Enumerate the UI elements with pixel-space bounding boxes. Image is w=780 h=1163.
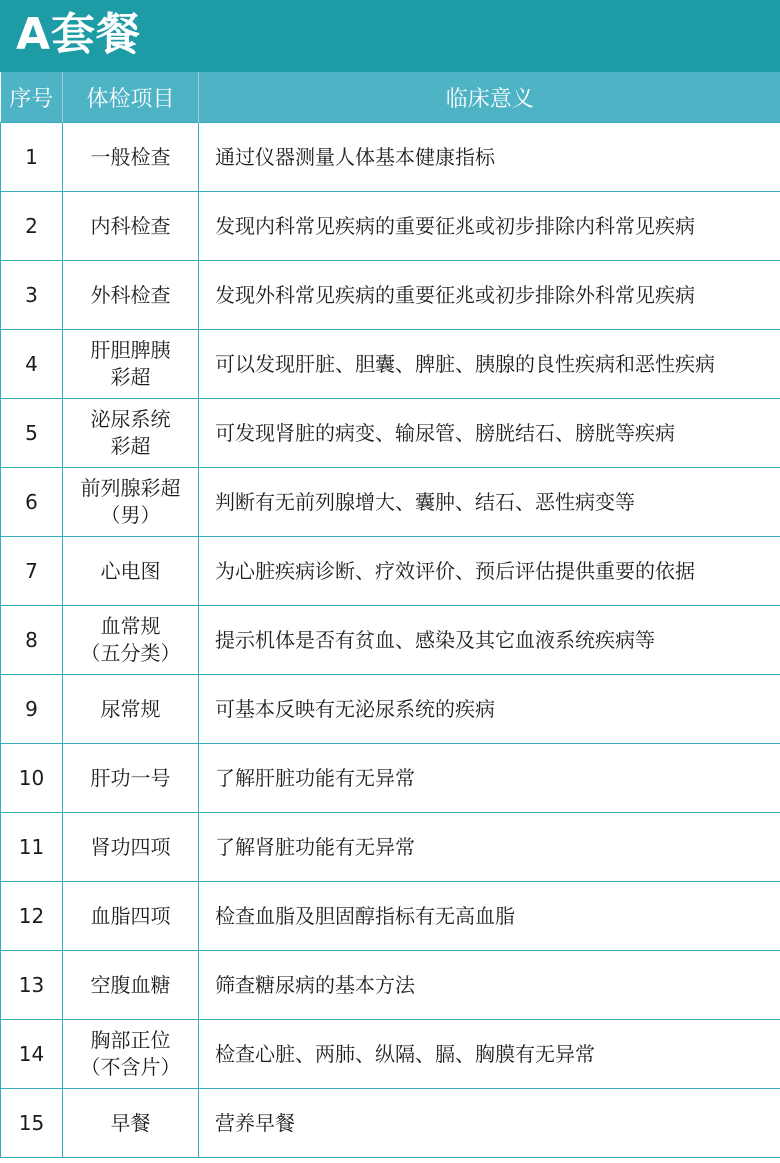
exam-item-cell bbox=[63, 399, 199, 468]
exam-item-name: 外科检查 bbox=[90, 282, 171, 307]
header-item: 体检项目 bbox=[63, 72, 199, 123]
clinical-meaning: 为心脏疾病诊断、疗效评价、预后评估提供重要的依据 bbox=[199, 537, 780, 606]
table-row bbox=[1, 744, 780, 813]
exam-item-name: 血常规 bbox=[100, 614, 161, 638]
clinical-meaning: 通过仪器测量人体基本健康指标 bbox=[199, 123, 780, 192]
clinical-meaning: 提示机体是否有贫血、感染及其它血液系统疾病等 bbox=[199, 606, 780, 675]
clinical-meaning: 可发现肾脏的病变、输尿管、膀胱结石、膀胱等疾病 bbox=[199, 399, 780, 468]
clinical-meaning: 了解肾脏功能有无异常 bbox=[199, 813, 780, 882]
exam-item-name: 肾功四项 bbox=[90, 834, 171, 859]
table-row bbox=[1, 675, 780, 744]
clinical-meaning: 筛查糖尿病的基本方法 bbox=[199, 951, 780, 1020]
row-number: 3 bbox=[1, 261, 63, 330]
exam-item-cell bbox=[63, 123, 199, 192]
table-row bbox=[1, 882, 780, 951]
row-number: 9 bbox=[1, 675, 63, 744]
row-number: 8 bbox=[1, 606, 63, 675]
table-row bbox=[1, 468, 780, 537]
exam-item-cell bbox=[63, 951, 199, 1020]
clinical-meaning: 了解肝脏功能有无异常 bbox=[199, 744, 780, 813]
exam-item-subname: （男） bbox=[100, 503, 161, 527]
exam-item-name: 空腹血糖 bbox=[90, 972, 171, 997]
table-row bbox=[1, 261, 780, 330]
exam-item-name: 心电图 bbox=[100, 558, 161, 583]
exam-item-cell bbox=[63, 468, 199, 537]
header-no: 序号 bbox=[1, 72, 63, 123]
exam-item-cell bbox=[63, 330, 199, 399]
table-row bbox=[1, 192, 780, 261]
exam-item-name: 肝功一号 bbox=[90, 765, 171, 790]
row-number: 13 bbox=[1, 951, 63, 1020]
exam-item-name: 尿常规 bbox=[100, 696, 161, 721]
table-row bbox=[1, 537, 780, 606]
exam-item-name: 肝胆脾胰 bbox=[90, 338, 171, 362]
table-row bbox=[1, 1089, 780, 1158]
exam-item-cell bbox=[63, 537, 199, 606]
exam-item-subname: 彩超 bbox=[110, 365, 151, 389]
exam-item-name: 泌尿系统 bbox=[90, 407, 171, 431]
row-number: 11 bbox=[1, 813, 63, 882]
table-row bbox=[1, 1020, 780, 1089]
exam-item-name: 前列腺彩超 bbox=[80, 476, 181, 500]
exam-item-subname: （五分类） bbox=[80, 641, 181, 665]
clinical-meaning: 发现外科常见疾病的重要征兆或初步排除外科常见疾病 bbox=[199, 261, 780, 330]
clinical-meaning: 营养早餐 bbox=[199, 1089, 780, 1158]
header-desc: 临床意义 bbox=[199, 72, 780, 123]
table-body bbox=[1, 123, 780, 1158]
exam-item-subname: （不含片） bbox=[80, 1055, 181, 1079]
package-title: A套餐 bbox=[16, 9, 142, 60]
exam-item-cell bbox=[63, 192, 199, 261]
title-bar bbox=[0, 0, 780, 72]
exam-item-cell bbox=[63, 675, 199, 744]
row-number: 14 bbox=[1, 1020, 63, 1089]
row-number: 5 bbox=[1, 399, 63, 468]
table-header-row bbox=[1, 72, 780, 123]
clinical-meaning: 检查血脂及胆固醇指标有无高血脂 bbox=[199, 882, 780, 951]
row-number: 7 bbox=[1, 537, 63, 606]
table-row bbox=[1, 951, 780, 1020]
clinical-meaning: 可以发现肝脏、胆囊、脾脏、胰腺的良性疾病和恶性疾病 bbox=[199, 330, 780, 399]
row-number: 15 bbox=[1, 1089, 63, 1158]
exam-item-name: 胸部正位 bbox=[90, 1028, 171, 1052]
exam-item-name: 一般检查 bbox=[90, 144, 171, 169]
table-row bbox=[1, 399, 780, 468]
clinical-meaning: 判断有无前列腺增大、囊肿、结石、恶性病变等 bbox=[199, 468, 780, 537]
clinical-meaning: 检查心脏、两肺、纵隔、膈、胸膜有无异常 bbox=[199, 1020, 780, 1089]
row-number: 1 bbox=[1, 123, 63, 192]
row-number: 6 bbox=[1, 468, 63, 537]
exam-item-subname: 彩超 bbox=[110, 434, 151, 458]
clinical-meaning: 发现内科常见疾病的重要征兆或初步排除内科常见疾病 bbox=[199, 192, 780, 261]
table-row bbox=[1, 330, 780, 399]
exam-item-name: 内科检查 bbox=[90, 213, 171, 238]
table-row bbox=[1, 606, 780, 675]
exam-table bbox=[0, 72, 780, 1158]
exam-item-cell bbox=[63, 261, 199, 330]
exam-item-cell bbox=[63, 882, 199, 951]
row-number: 2 bbox=[1, 192, 63, 261]
row-number: 4 bbox=[1, 330, 63, 399]
exam-item-name: 血脂四项 bbox=[90, 903, 171, 928]
exam-item-cell bbox=[63, 1089, 199, 1158]
clinical-meaning: 可基本反映有无泌尿系统的疾病 bbox=[199, 675, 780, 744]
exam-item-cell bbox=[63, 744, 199, 813]
exam-item-cell bbox=[63, 1020, 199, 1089]
row-number: 12 bbox=[1, 882, 63, 951]
table-row bbox=[1, 123, 780, 192]
exam-item-name: 早餐 bbox=[110, 1110, 151, 1135]
table-row bbox=[1, 813, 780, 882]
exam-item-cell bbox=[63, 813, 199, 882]
exam-item-cell bbox=[63, 606, 199, 675]
row-number: 10 bbox=[1, 744, 63, 813]
